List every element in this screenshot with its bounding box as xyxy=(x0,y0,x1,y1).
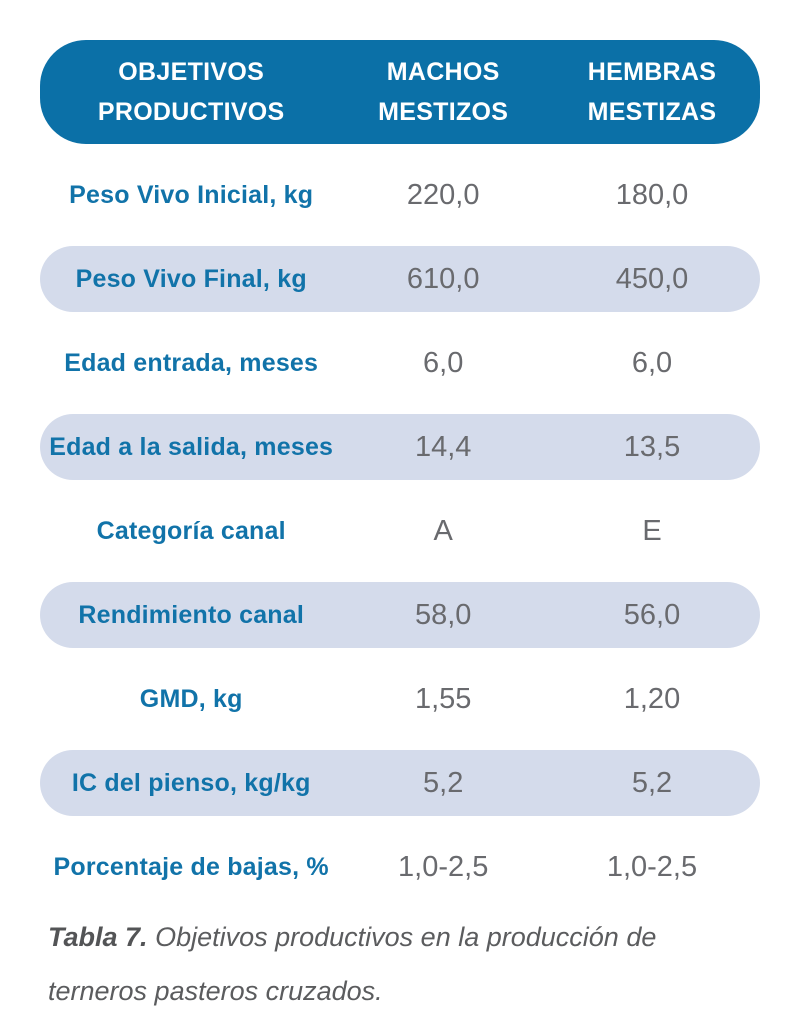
column-header-machos-mestizos xyxy=(342,52,544,132)
row-label: Edad entrada, meses xyxy=(64,348,319,377)
cell-machos: 14,4 xyxy=(414,430,472,463)
row-label: Peso Vivo Inicial, kg xyxy=(69,180,314,209)
column-header-hembras-mestizas xyxy=(544,52,760,132)
cell-hembras: 180,0 xyxy=(615,178,689,211)
table-row xyxy=(40,582,760,648)
column-header-line: MESTIZAS xyxy=(587,98,717,126)
cell-hembras: 450,0 xyxy=(615,262,689,295)
cell-machos: 58,0 xyxy=(414,598,472,631)
table-row xyxy=(40,750,760,816)
column-header-objetivos-productivos xyxy=(40,52,342,132)
table-caption-number: Tabla 7. xyxy=(48,922,148,952)
cell-hembras: 5,2 xyxy=(631,766,673,799)
column-header-line: PRODUCTIVOS xyxy=(97,98,285,126)
cell-hembras: 13,5 xyxy=(623,430,681,463)
production-targets-table xyxy=(40,40,760,918)
row-label: Porcentaje de bajas, % xyxy=(53,852,329,881)
table-caption xyxy=(48,910,718,1018)
table-caption-text: Objetivos productivos en la producción de terneros pasteros cruzados. xyxy=(48,922,657,1006)
column-header-line: OBJETIVOS xyxy=(118,58,265,86)
table-row xyxy=(40,834,760,900)
cell-machos: 5,2 xyxy=(423,766,464,799)
table-row xyxy=(40,666,760,732)
cell-machos: 6,0 xyxy=(423,346,464,379)
column-header-line: HEMBRAS xyxy=(587,58,717,86)
row-label: Edad a la salida, meses xyxy=(49,432,334,461)
column-header-line: MACHOS xyxy=(386,58,500,86)
column-header-line: MESTIZOS xyxy=(378,98,509,126)
table-row xyxy=(40,414,760,480)
table-row xyxy=(40,498,760,564)
row-label: Categoría canal xyxy=(96,516,286,545)
cell-hembras: 1,20 xyxy=(623,682,681,715)
table-header xyxy=(40,40,760,144)
row-label: IC del pienso, kg/kg xyxy=(71,768,311,797)
table-row xyxy=(40,330,760,396)
table-row xyxy=(40,246,760,312)
cell-hembras: 56,0 xyxy=(623,598,681,631)
row-label: GMD, kg xyxy=(139,684,243,713)
table-body xyxy=(40,162,760,900)
cell-machos: 610,0 xyxy=(406,262,480,295)
cell-hembras: 6,0 xyxy=(631,346,673,379)
cell-hembras: E xyxy=(642,514,662,547)
cell-machos: A xyxy=(433,514,453,547)
row-label: Rendimiento canal xyxy=(78,600,305,629)
cell-machos: 220,0 xyxy=(406,178,480,211)
row-label: Peso Vivo Final, kg xyxy=(75,264,307,293)
table-row xyxy=(40,162,760,228)
cell-machos: 1,55 xyxy=(414,682,472,715)
cell-hembras: 1,0-2,5 xyxy=(606,850,698,883)
cell-machos: 1,0-2,5 xyxy=(398,850,489,883)
